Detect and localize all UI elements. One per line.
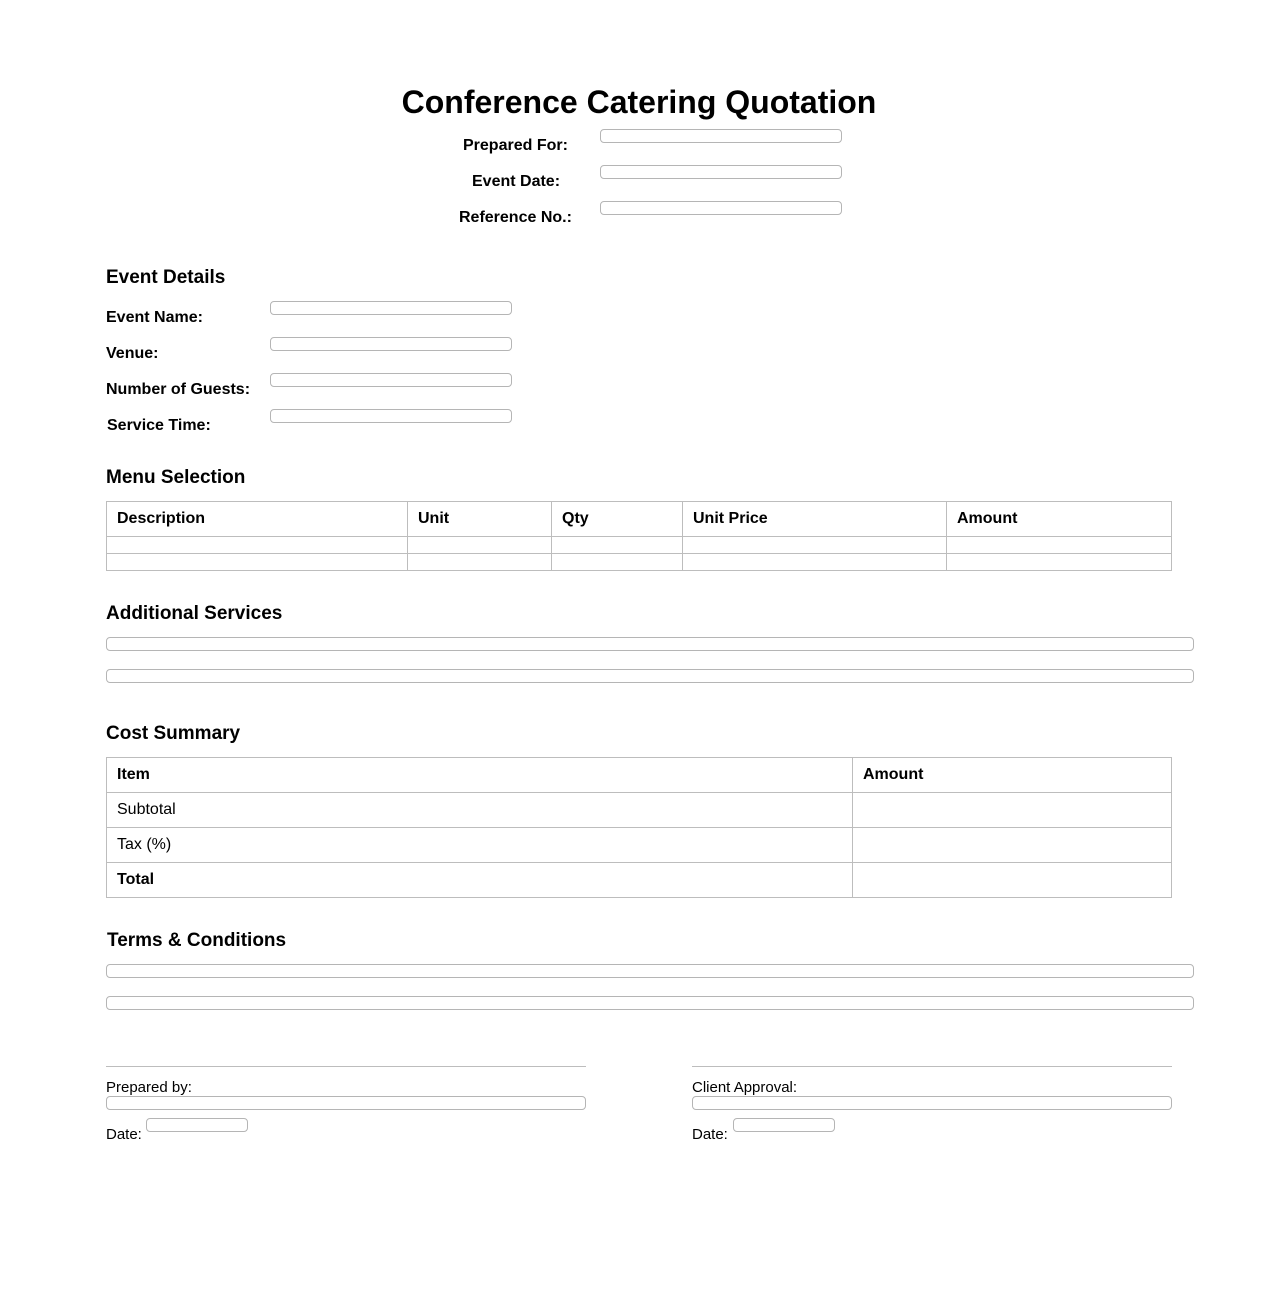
signature-divider-right [692,1066,1172,1067]
col-unit-price: Unit Price [683,502,947,537]
table-row [107,828,1172,863]
number-of-guests-label: Number of Guests: [106,381,251,398]
table-row [107,793,1172,828]
client-approval-date-label: Date: [692,1126,728,1143]
menu-selection-table [106,501,1172,571]
subtotal-label: Subtotal [107,793,853,828]
number-of-guests-input[interactable] [270,373,512,387]
prepared-by-date-input[interactable] [146,1118,248,1132]
description-cell[interactable] [107,537,408,554]
event-name-label: Event Name: [106,309,203,326]
terms-line-2[interactable] [106,996,1194,1010]
client-approval-input[interactable] [692,1096,1172,1110]
col-description: Description [107,502,408,537]
col-amount: Amount [947,502,1172,537]
service-time-input[interactable] [270,409,512,423]
prepared-for-input[interactable] [600,129,842,143]
total-label: Total [107,863,853,898]
reference-no-input[interactable] [600,201,842,215]
qty-cell[interactable] [552,554,683,571]
service-time-label: Service Time: [107,417,211,434]
menu-selection-heading: Menu Selection [106,467,246,488]
unit-price-cell[interactable] [683,537,947,554]
cost-summary-table [106,757,1172,898]
unit-price-cell[interactable] [683,554,947,571]
qty-cell[interactable] [552,537,683,554]
col-qty: Qty [552,502,683,537]
venue-input[interactable] [270,337,512,351]
table-row [107,537,1172,554]
total-amount[interactable] [853,863,1172,898]
col-unit: Unit [408,502,552,537]
table-header-row [107,502,1172,537]
description-cell[interactable] [107,554,408,571]
col-item: Item [107,758,853,793]
event-date-input[interactable] [600,165,842,179]
signature-divider-left [106,1066,586,1067]
venue-label: Venue: [106,345,159,362]
additional-services-heading: Additional Services [106,603,283,624]
event-name-input[interactable] [270,301,512,315]
terms-heading: Terms & Conditions [107,930,287,951]
client-approval-date-input[interactable] [733,1118,835,1132]
tax-amount[interactable] [853,828,1172,863]
additional-services-line-2[interactable] [106,669,1194,683]
prepared-for-label: Prepared For: [463,137,568,154]
unit-cell[interactable] [408,537,552,554]
table-row [107,554,1172,571]
event-details-heading: Event Details [106,267,226,288]
additional-services-line-1[interactable] [106,637,1194,651]
reference-no-label: Reference No.: [459,209,572,226]
tax-label: Tax (%) [107,828,853,863]
amount-cell[interactable] [947,554,1172,571]
prepared-by-label: Prepared by: [106,1079,192,1096]
table-header-row [107,758,1172,793]
client-approval-label: Client Approval: [692,1079,798,1096]
unit-cell[interactable] [408,554,552,571]
prepared-by-input[interactable] [106,1096,586,1110]
cost-summary-heading: Cost Summary [106,723,241,744]
col-amount: Amount [853,758,1172,793]
terms-line-1[interactable] [106,964,1194,978]
event-date-label: Event Date: [472,173,561,190]
prepared-by-date-label: Date: [106,1126,142,1143]
page-title: Conference Catering Quotation [401,84,877,120]
table-row [107,863,1172,898]
amount-cell[interactable] [947,537,1172,554]
subtotal-amount[interactable] [853,793,1172,828]
